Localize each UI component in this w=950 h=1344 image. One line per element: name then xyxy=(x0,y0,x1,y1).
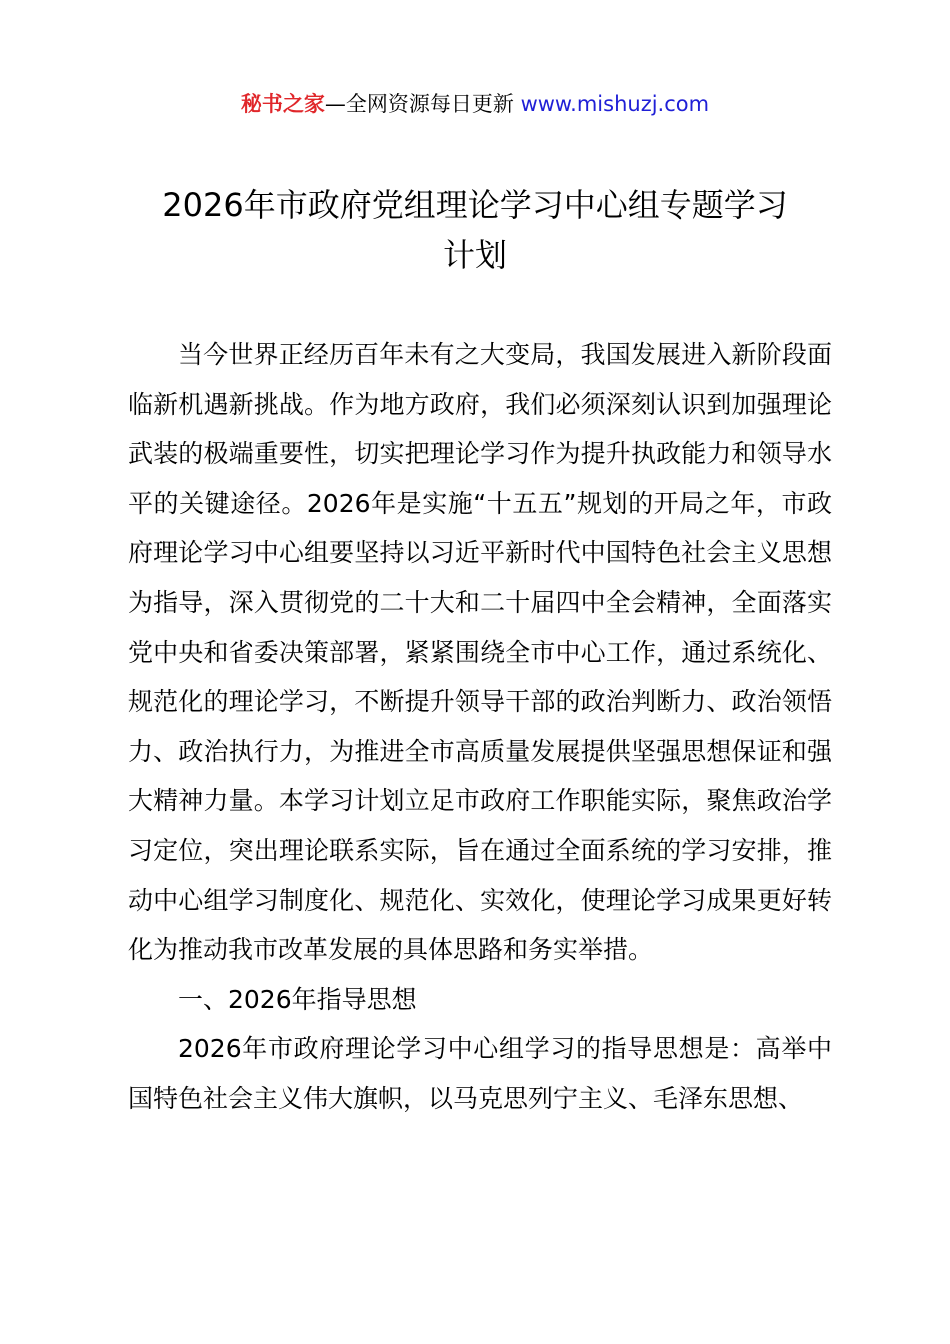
document-title xyxy=(128,180,822,280)
site-header xyxy=(0,86,950,122)
section1-paragraph: 2026年市政府理论学习中心组学习的指导思想是：高举中国特色社会主义伟大旗帜，以马克思列宁主义、毛泽东思想、 xyxy=(128,1034,832,1113)
document-title-line2: 计划 xyxy=(442,236,507,274)
intro-paragraph: 当今世界正经历百年未有之大变局，我国发展进入新阶段面临新机遇新挑战。作为地方政府，我们必须深刻认识到加强理论武装的极端重要性，切实把理论学习作为提升执政能力和领导水平的关键途径。2026年是实施“十五五”规划的开局之年，市政府理论学习中心组要坚持以习近平新时代中国特色社会主义思想为指导，深入贯彻党的二十大和二十届四中全会精神，全面落实党中央和省委决策部署，紧紧围绕全市中心工作，通过系统化、规范化的理论学习，不断提升领导干部的政治判断力、政治领悟力、政治执行力，为推进全市高质量发展提供坚强思想保证和强大精神力量。本学习计划立足市政府工作职能实际，聚焦政治学习定位，突出理论联系实际，旨在通过全面系统的学习安排，推动中心组学习制度化、规范化、实效化，使理论学习成果更好转化为推动我市改革发展的具体思路和务实举措。 xyxy=(128,340,832,965)
site-brand: 秘书之家 xyxy=(240,92,325,116)
section1-heading: 一、2026年指导思想 xyxy=(178,984,417,1014)
site-tagline: —全网资源每日更新 xyxy=(324,92,521,116)
site-url-link[interactable]: www.mishuzj.com xyxy=(520,92,710,116)
document-title-line1: 2026年市政府党组理论学习中心组专题学习 xyxy=(162,186,788,224)
document-body xyxy=(128,330,832,1124)
